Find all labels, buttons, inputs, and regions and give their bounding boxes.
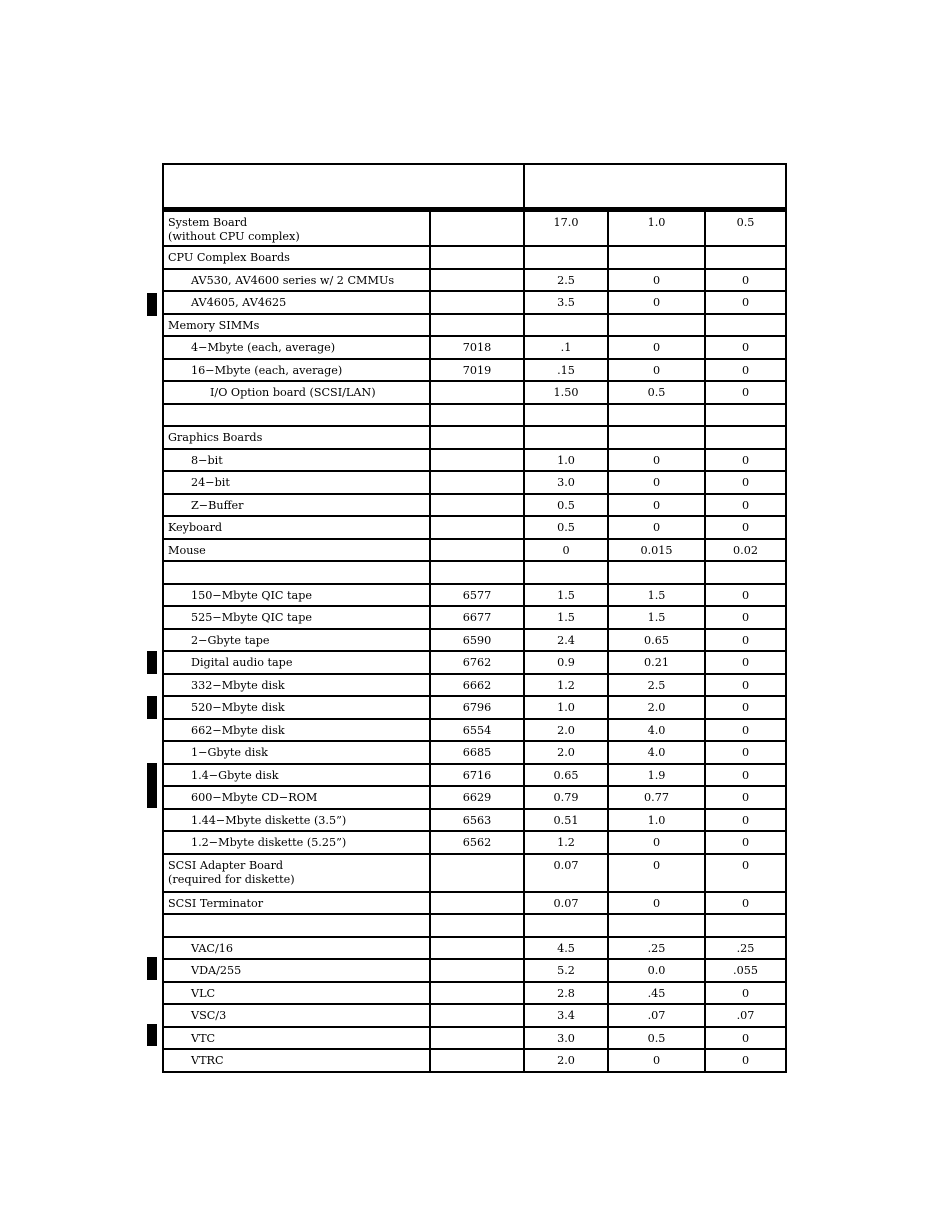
model-cell: 6562 xyxy=(429,832,523,853)
value-cell-3 xyxy=(704,315,785,336)
table-row xyxy=(162,607,787,630)
model-cell xyxy=(429,292,523,313)
value-cell-1: 0.07 xyxy=(523,855,607,891)
value-cell-1: 17.0 xyxy=(523,212,607,245)
value-cell-3: 0 xyxy=(704,742,785,763)
value-cell-2: 0.015 xyxy=(607,540,704,561)
model-cell: 7019 xyxy=(429,360,523,381)
value-cell-2: 0.65 xyxy=(607,630,704,651)
component-cell: 1−Gbyte disk xyxy=(191,746,268,759)
component-cell: Memory SIMMs xyxy=(168,318,260,332)
component-cell: I/O Option board (SCSI/LAN) xyxy=(210,386,376,399)
value-cell-2: 1.0 xyxy=(607,810,704,831)
component-cell: 662−Mbyte disk xyxy=(191,723,285,737)
value-cell-1: 0 xyxy=(523,540,607,561)
value-cell-1: 0.65 xyxy=(523,765,607,786)
value-cell-1: 1.5 xyxy=(523,585,607,606)
value-cell-2: 0 xyxy=(607,360,704,381)
value-cell-3: .055 xyxy=(704,960,785,981)
model-cell xyxy=(429,562,523,583)
model-cell xyxy=(429,960,523,981)
value-cell-2: 0 xyxy=(607,893,704,914)
component-cell: 16−Mbyte (each, average) xyxy=(191,363,343,377)
value-cell-1: 3.0 xyxy=(523,1028,607,1049)
model-cell xyxy=(429,450,523,471)
table-row xyxy=(162,405,787,428)
table-row xyxy=(162,742,787,765)
component-cell: AV4605, AV4625 xyxy=(191,296,287,309)
component-cell: Mouse xyxy=(168,543,206,557)
model-cell xyxy=(429,938,523,959)
model-cell: 6796 xyxy=(429,697,523,718)
component-cell: CPU Complex Boards xyxy=(168,251,290,264)
model-cell: 6677 xyxy=(429,607,523,628)
component-cell: 150−Mbyte QIC tape xyxy=(191,588,312,602)
value-cell-1: 3.5 xyxy=(523,292,607,313)
table-row xyxy=(162,360,787,383)
value-cell-3 xyxy=(704,405,785,426)
model-cell xyxy=(429,270,523,291)
model-cell xyxy=(429,540,523,561)
model-cell xyxy=(429,1005,523,1026)
model-cell xyxy=(429,855,523,891)
value-cell-3: 0 xyxy=(704,652,785,673)
component-cell xyxy=(164,562,429,583)
value-cell-2: 0 xyxy=(607,450,704,471)
value-cell-1 xyxy=(523,405,607,426)
value-cell-2: 2.0 xyxy=(607,697,704,718)
component-cell: SCSI Adapter Board (required for diskette) xyxy=(168,858,295,886)
component-cell: 24−bit xyxy=(191,476,230,489)
table-row xyxy=(162,427,787,450)
value-cell-1: 0.79 xyxy=(523,787,607,808)
table-row xyxy=(162,540,787,563)
value-cell-3: 0 xyxy=(704,1050,785,1071)
model-cell xyxy=(429,893,523,914)
component-cell xyxy=(164,405,429,426)
value-cell-1: 1.0 xyxy=(523,697,607,718)
table-row xyxy=(162,562,787,585)
value-cell-1: 0.51 xyxy=(523,810,607,831)
value-cell-2: 0 xyxy=(607,832,704,853)
table-row xyxy=(162,652,787,675)
value-cell-1: 4.5 xyxy=(523,938,607,959)
value-cell-3: 0 xyxy=(704,630,785,651)
value-cell-3: 0 xyxy=(704,292,785,313)
table-row xyxy=(162,787,787,810)
table-row xyxy=(162,450,787,473)
value-cell-3: 0 xyxy=(704,495,785,516)
change-bar xyxy=(147,957,157,980)
value-cell-2: 0.0 xyxy=(607,960,704,981)
value-cell-3: 0 xyxy=(704,675,785,696)
value-cell-1: 2.0 xyxy=(523,742,607,763)
value-cell-3: 0 xyxy=(704,893,785,914)
change-bar xyxy=(147,763,157,808)
value-cell-1: 1.50 xyxy=(523,382,607,403)
value-cell-3: 0 xyxy=(704,720,785,741)
component-cell: Graphics Boards xyxy=(168,431,263,444)
value-cell-3: 0 xyxy=(704,360,785,381)
value-cell-3: 0 xyxy=(704,337,785,358)
model-cell xyxy=(429,405,523,426)
table-row xyxy=(162,209,787,247)
value-cell-2: 0.5 xyxy=(607,1028,704,1049)
table-row xyxy=(162,472,787,495)
table-row xyxy=(162,893,787,916)
table-header xyxy=(162,163,787,209)
value-cell-1: .1 xyxy=(523,337,607,358)
component-cell: 1.4−Gbyte disk xyxy=(191,768,279,782)
model-cell xyxy=(429,315,523,336)
value-cell-3: 0 xyxy=(704,832,785,853)
value-cell-3: .07 xyxy=(704,1005,785,1026)
model-cell: 6762 xyxy=(429,652,523,673)
value-cell-1 xyxy=(523,562,607,583)
value-cell-1: 5.2 xyxy=(523,960,607,981)
component-cell: VTRC xyxy=(191,1054,224,1067)
value-cell-1: 2.0 xyxy=(523,720,607,741)
table-row xyxy=(162,315,787,338)
model-cell: 6577 xyxy=(429,585,523,606)
value-cell-3: 0 xyxy=(704,517,785,538)
table-row xyxy=(162,1050,787,1073)
component-cell: VTC xyxy=(191,1031,216,1045)
value-cell-3 xyxy=(704,427,785,448)
model-cell xyxy=(429,472,523,493)
table-row xyxy=(162,960,787,983)
component-cell: 2−Gbyte tape xyxy=(191,633,270,647)
value-cell-3 xyxy=(704,915,785,936)
value-cell-3: 0 xyxy=(704,787,785,808)
model-cell: 6716 xyxy=(429,765,523,786)
model-cell xyxy=(429,915,523,936)
value-cell-2: .07 xyxy=(607,1005,704,1026)
model-cell: 6629 xyxy=(429,787,523,808)
table-row xyxy=(162,270,787,293)
value-cell-2 xyxy=(607,315,704,336)
model-cell xyxy=(429,212,523,245)
table-row xyxy=(162,720,787,743)
component-cell: VLC xyxy=(191,986,216,1000)
change-bar xyxy=(147,696,157,719)
model-cell xyxy=(429,983,523,1004)
table-row xyxy=(162,983,787,1006)
value-cell-3: 0 xyxy=(704,855,785,891)
value-cell-2: 1.5 xyxy=(607,585,704,606)
value-cell-3 xyxy=(704,247,785,268)
component-cell: 600−Mbyte CD−ROM xyxy=(191,791,318,804)
value-cell-1: 2.4 xyxy=(523,630,607,651)
value-cell-2: 4.0 xyxy=(607,720,704,741)
value-cell-1 xyxy=(523,915,607,936)
component-cell: System Board (without CPU complex) xyxy=(168,216,300,243)
model-cell: 7018 xyxy=(429,337,523,358)
value-cell-3: 0 xyxy=(704,382,785,403)
component-cell: Z−Buffer xyxy=(191,498,244,512)
table-row xyxy=(162,1028,787,1051)
model-cell: 6685 xyxy=(429,742,523,763)
value-cell-1: 0.5 xyxy=(523,495,607,516)
value-cell-3: 0 xyxy=(704,697,785,718)
table-row xyxy=(162,382,787,405)
model-cell xyxy=(429,247,523,268)
model-cell: 6563 xyxy=(429,810,523,831)
header-divider xyxy=(523,165,525,207)
value-cell-2: 0 xyxy=(607,292,704,313)
component-cell xyxy=(164,915,429,936)
table-row xyxy=(162,585,787,608)
power-requirements-table xyxy=(162,209,787,1073)
value-cell-3: 0 xyxy=(704,450,785,471)
value-cell-1: 0.07 xyxy=(523,893,607,914)
value-cell-1: 0.9 xyxy=(523,652,607,673)
value-cell-2: 0 xyxy=(607,270,704,291)
value-cell-3: 0 xyxy=(704,472,785,493)
value-cell-2 xyxy=(607,427,704,448)
value-cell-1: 2.8 xyxy=(523,983,607,1004)
component-cell: 332−Mbyte disk xyxy=(191,678,285,692)
component-cell: VDA/255 xyxy=(191,964,242,977)
value-cell-2: 4.0 xyxy=(607,742,704,763)
value-cell-2 xyxy=(607,247,704,268)
value-cell-2: 0.21 xyxy=(607,652,704,673)
value-cell-2: .45 xyxy=(607,983,704,1004)
component-cell: 4−Mbyte (each, average) xyxy=(191,341,336,354)
value-cell-3: 0.5 xyxy=(704,212,785,245)
table-row xyxy=(162,495,787,518)
model-cell xyxy=(429,517,523,538)
value-cell-3: 0.02 xyxy=(704,540,785,561)
model-cell xyxy=(429,427,523,448)
component-cell: SCSI Terminator xyxy=(168,896,264,910)
value-cell-2 xyxy=(607,405,704,426)
value-cell-1: .15 xyxy=(523,360,607,381)
component-cell: 1.44−Mbyte diskette (3.5”) xyxy=(191,813,347,827)
value-cell-2: 0.5 xyxy=(607,382,704,403)
table-row xyxy=(162,810,787,833)
table-row xyxy=(162,292,787,315)
component-cell: VAC/16 xyxy=(191,941,233,955)
component-cell: 1.2−Mbyte diskette (5.25”) xyxy=(191,836,347,849)
component-cell: AV530, AV4600 series w/ 2 CMMUs xyxy=(191,273,395,287)
value-cell-3: 0 xyxy=(704,270,785,291)
value-cell-3: 0 xyxy=(704,585,785,606)
value-cell-2: 0 xyxy=(607,1050,704,1071)
model-cell: 6590 xyxy=(429,630,523,651)
model-cell: 6554 xyxy=(429,720,523,741)
value-cell-3: 0 xyxy=(704,765,785,786)
value-cell-1 xyxy=(523,427,607,448)
model-cell xyxy=(429,1028,523,1049)
value-cell-2: 0 xyxy=(607,517,704,538)
value-cell-1: 2.5 xyxy=(523,270,607,291)
value-cell-2: 0.77 xyxy=(607,787,704,808)
value-cell-3: 0 xyxy=(704,607,785,628)
value-cell-1: 3.0 xyxy=(523,472,607,493)
value-cell-2: 0 xyxy=(607,472,704,493)
value-cell-2 xyxy=(607,562,704,583)
value-cell-2 xyxy=(607,915,704,936)
table-row xyxy=(162,855,787,893)
value-cell-1: 1.0 xyxy=(523,450,607,471)
value-cell-2: 1.5 xyxy=(607,607,704,628)
value-cell-1: 0.5 xyxy=(523,517,607,538)
table-row xyxy=(162,1005,787,1028)
value-cell-1 xyxy=(523,315,607,336)
model-cell xyxy=(429,1050,523,1071)
table-row xyxy=(162,765,787,788)
value-cell-1: 1.2 xyxy=(523,832,607,853)
table-row xyxy=(162,915,787,938)
value-cell-2: 0 xyxy=(607,495,704,516)
table-row xyxy=(162,247,787,270)
model-cell xyxy=(429,382,523,403)
value-cell-3 xyxy=(704,562,785,583)
value-cell-1: 2.0 xyxy=(523,1050,607,1071)
value-cell-3: 0 xyxy=(704,1028,785,1049)
component-cell: 8−bit xyxy=(191,453,223,467)
value-cell-1: 1.5 xyxy=(523,607,607,628)
value-cell-2: .25 xyxy=(607,938,704,959)
component-cell: Digital audio tape xyxy=(191,656,293,669)
value-cell-2: 2.5 xyxy=(607,675,704,696)
value-cell-1: 1.2 xyxy=(523,675,607,696)
value-cell-3: 0 xyxy=(704,810,785,831)
table-row xyxy=(162,697,787,720)
component-cell: Keyboard xyxy=(168,521,223,534)
change-bar xyxy=(147,1024,157,1046)
table-row xyxy=(162,630,787,653)
change-bar xyxy=(147,293,157,316)
table-row xyxy=(162,938,787,961)
value-cell-2: 0 xyxy=(607,337,704,358)
model-cell xyxy=(429,495,523,516)
table-row xyxy=(162,675,787,698)
component-cell: 520−Mbyte disk xyxy=(191,701,285,714)
table-row xyxy=(162,517,787,540)
value-cell-2: 1.9 xyxy=(607,765,704,786)
value-cell-2: 1.0 xyxy=(607,212,704,245)
table-row xyxy=(162,832,787,855)
value-cell-1 xyxy=(523,247,607,268)
change-bar xyxy=(147,651,157,674)
value-cell-2: 0 xyxy=(607,855,704,891)
table-row xyxy=(162,337,787,360)
value-cell-3: .25 xyxy=(704,938,785,959)
component-cell: VSC/3 xyxy=(191,1009,227,1022)
model-cell: 6662 xyxy=(429,675,523,696)
value-cell-1: 3.4 xyxy=(523,1005,607,1026)
component-cell: 525−Mbyte QIC tape xyxy=(191,611,312,624)
value-cell-3: 0 xyxy=(704,983,785,1004)
